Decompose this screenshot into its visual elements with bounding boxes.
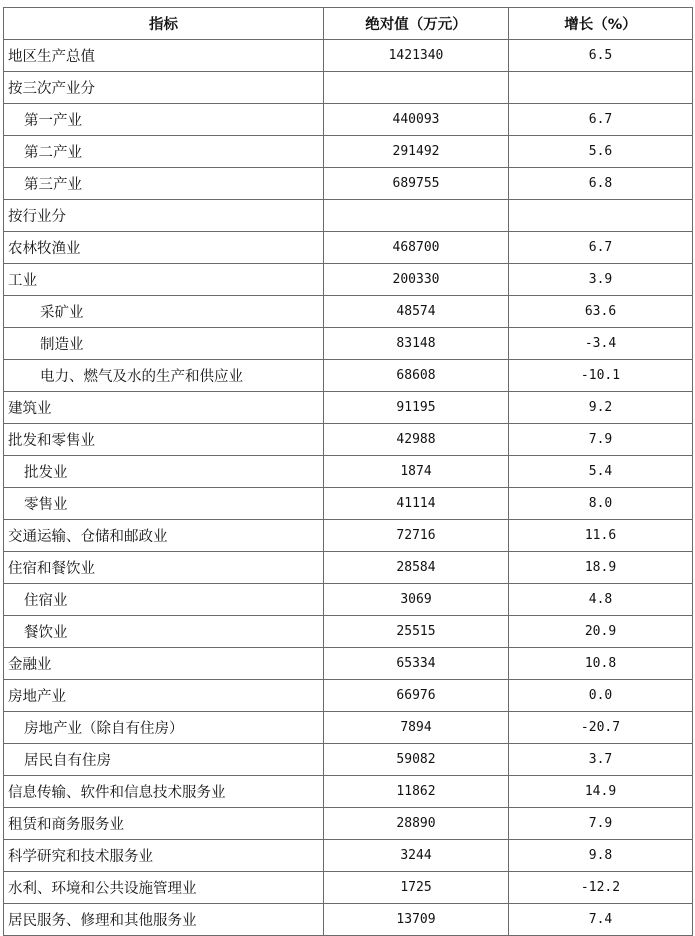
value-cell: 48574 <box>324 296 509 328</box>
table-row <box>4 328 693 360</box>
growth-cell: 18.9 <box>509 552 693 584</box>
value-cell: 200330 <box>324 264 509 296</box>
value-cell <box>324 72 509 104</box>
growth-cell: 7.9 <box>509 424 693 456</box>
indicator-cell: 租赁和商务服务业 <box>4 808 324 840</box>
table-row <box>4 360 693 392</box>
indicator-cell: 零售业 <box>4 488 324 520</box>
value-cell: 68608 <box>324 360 509 392</box>
header-indicator: 指标 <box>4 8 324 40</box>
growth-cell <box>509 72 693 104</box>
growth-cell: 14.9 <box>509 776 693 808</box>
growth-cell: 0.0 <box>509 680 693 712</box>
indicator-cell: 房地产业 <box>4 680 324 712</box>
value-cell: 72716 <box>324 520 509 552</box>
growth-cell: 6.7 <box>509 232 693 264</box>
value-cell: 689755 <box>324 168 509 200</box>
value-cell: 468700 <box>324 232 509 264</box>
value-cell: 66976 <box>324 680 509 712</box>
indicator-cell: 农林牧渔业 <box>4 232 324 264</box>
growth-cell: 8.0 <box>509 488 693 520</box>
value-cell: 11862 <box>324 776 509 808</box>
indicator-cell: 按行业分 <box>4 200 324 232</box>
growth-cell: 5.4 <box>509 456 693 488</box>
value-cell: 25515 <box>324 616 509 648</box>
indicator-cell: 金融业 <box>4 648 324 680</box>
table-row <box>4 712 693 744</box>
value-cell: 1421340 <box>324 40 509 72</box>
value-cell: 28584 <box>324 552 509 584</box>
indicator-cell: 地区生产总值 <box>4 40 324 72</box>
table-row <box>4 456 693 488</box>
table-row <box>4 136 693 168</box>
value-cell: 13709 <box>324 904 509 936</box>
indicator-cell: 第三产业 <box>4 168 324 200</box>
indicator-cell: 居民服务、修理和其他服务业 <box>4 904 324 936</box>
indicator-cell: 交通运输、仓储和邮政业 <box>4 520 324 552</box>
growth-cell: -12.2 <box>509 872 693 904</box>
indicator-cell: 工业 <box>4 264 324 296</box>
indicator-cell: 房地产业（除自有住房） <box>4 712 324 744</box>
table-row <box>4 520 693 552</box>
table-row <box>4 40 693 72</box>
table-row <box>4 584 693 616</box>
indicator-cell: 居民自有住房 <box>4 744 324 776</box>
growth-cell: -20.7 <box>509 712 693 744</box>
growth-cell: 63.6 <box>509 296 693 328</box>
growth-cell <box>509 200 693 232</box>
indicator-cell: 采矿业 <box>4 296 324 328</box>
table-row <box>4 680 693 712</box>
value-cell: 28890 <box>324 808 509 840</box>
indicator-cell: 批发业 <box>4 456 324 488</box>
growth-cell: 4.8 <box>509 584 693 616</box>
growth-cell: 7.9 <box>509 808 693 840</box>
growth-cell: 5.6 <box>509 136 693 168</box>
table-body <box>4 40 693 936</box>
table-row <box>4 872 693 904</box>
growth-cell: 3.7 <box>509 744 693 776</box>
indicator-cell: 科学研究和技术服务业 <box>4 840 324 872</box>
table-row <box>4 72 693 104</box>
gdp-table <box>3 7 693 936</box>
header-value: 绝对值（万元） <box>324 8 509 40</box>
growth-cell: 6.5 <box>509 40 693 72</box>
indicator-cell: 住宿和餐饮业 <box>4 552 324 584</box>
table-row <box>4 232 693 264</box>
indicator-cell: 制造业 <box>4 328 324 360</box>
value-cell: 440093 <box>324 104 509 136</box>
growth-cell: 11.6 <box>509 520 693 552</box>
value-cell: 1874 <box>324 456 509 488</box>
header-row <box>4 8 693 40</box>
value-cell: 41114 <box>324 488 509 520</box>
indicator-cell: 信息传输、软件和信息技术服务业 <box>4 776 324 808</box>
header-growth: 增长（%） <box>509 8 693 40</box>
value-cell: 3244 <box>324 840 509 872</box>
table-row <box>4 552 693 584</box>
indicator-cell: 第二产业 <box>4 136 324 168</box>
table-row <box>4 904 693 936</box>
growth-cell: -10.1 <box>509 360 693 392</box>
indicator-cell: 建筑业 <box>4 392 324 424</box>
table-row <box>4 424 693 456</box>
value-cell <box>324 200 509 232</box>
value-cell: 91195 <box>324 392 509 424</box>
indicator-cell: 按三次产业分 <box>4 72 324 104</box>
value-cell: 59082 <box>324 744 509 776</box>
table-row <box>4 488 693 520</box>
indicator-cell: 批发和零售业 <box>4 424 324 456</box>
growth-cell: 10.8 <box>509 648 693 680</box>
indicator-cell: 住宿业 <box>4 584 324 616</box>
growth-cell: 6.7 <box>509 104 693 136</box>
table-row <box>4 168 693 200</box>
table-row <box>4 392 693 424</box>
value-cell: 291492 <box>324 136 509 168</box>
table-row <box>4 616 693 648</box>
indicator-cell: 电力、燃气及水的生产和供应业 <box>4 360 324 392</box>
table-row <box>4 648 693 680</box>
growth-cell: -3.4 <box>509 328 693 360</box>
growth-cell: 3.9 <box>509 264 693 296</box>
table-row <box>4 104 693 136</box>
value-cell: 42988 <box>324 424 509 456</box>
indicator-cell: 水利、环境和公共设施管理业 <box>4 872 324 904</box>
indicator-cell: 餐饮业 <box>4 616 324 648</box>
table-row <box>4 200 693 232</box>
table-row <box>4 776 693 808</box>
value-cell: 83148 <box>324 328 509 360</box>
table-row <box>4 744 693 776</box>
growth-cell: 9.8 <box>509 840 693 872</box>
value-cell: 3069 <box>324 584 509 616</box>
table-header <box>4 8 693 40</box>
value-cell: 65334 <box>324 648 509 680</box>
growth-cell: 20.9 <box>509 616 693 648</box>
table-row <box>4 840 693 872</box>
table-row <box>4 808 693 840</box>
growth-cell: 7.4 <box>509 904 693 936</box>
value-cell: 7894 <box>324 712 509 744</box>
table-row <box>4 296 693 328</box>
table-row <box>4 264 693 296</box>
indicator-cell: 第一产业 <box>4 104 324 136</box>
growth-cell: 9.2 <box>509 392 693 424</box>
value-cell: 1725 <box>324 872 509 904</box>
growth-cell: 6.8 <box>509 168 693 200</box>
